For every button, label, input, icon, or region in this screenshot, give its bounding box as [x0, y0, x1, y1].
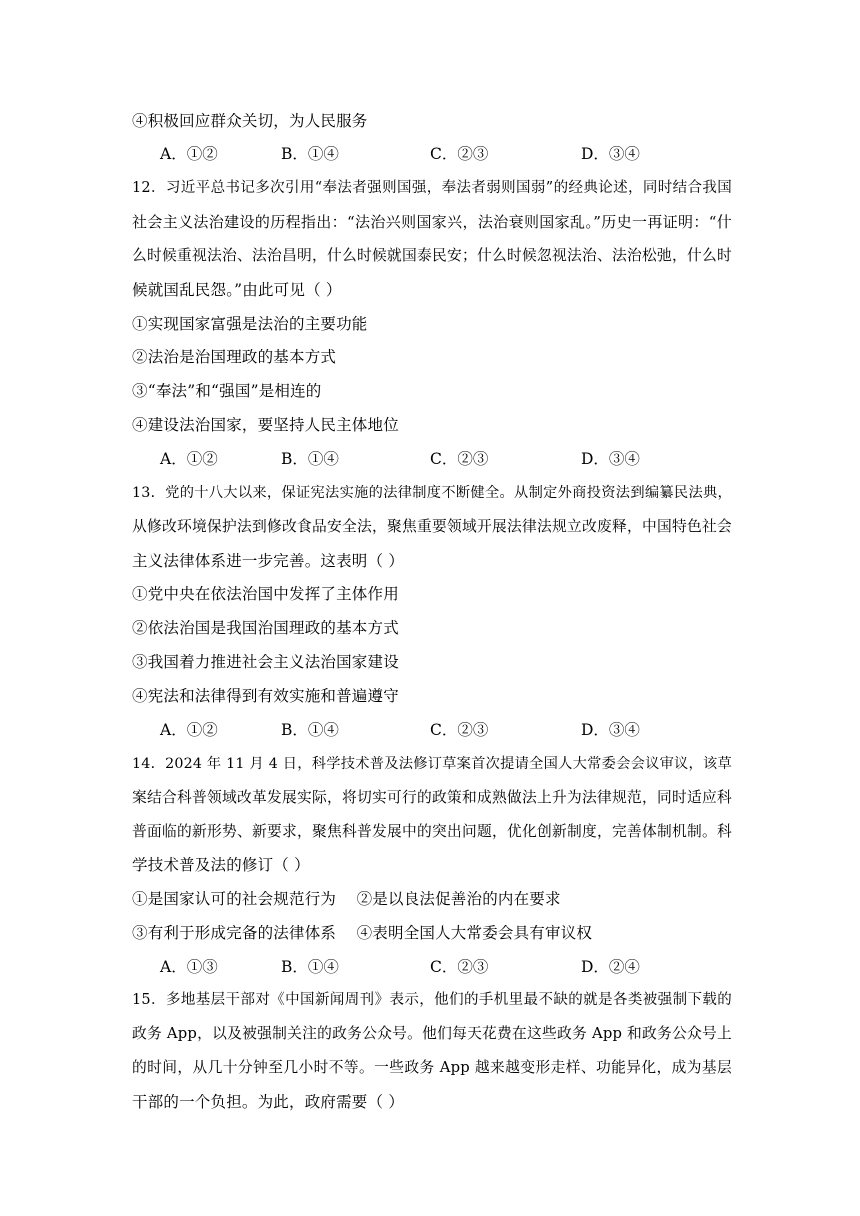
q14-option-c: C．②③ — [430, 958, 489, 976]
q12-stem-line-1: 12．习近平总书记多次引用“奉法者强则国强，奉法者弱则国弱”的经典论述，同时结合我国 — [132, 180, 732, 196]
q13-stem-line-3: 主义法律体系进一步完善。这表明（ ） — [132, 552, 405, 570]
q14-option-d: D．②④ — [581, 958, 640, 976]
q13-option-b: B．①④ — [281, 721, 339, 739]
q14-stem-line-4: 学技术普及法的修订（ ） — [132, 856, 310, 874]
q14-option-a: A．①③ — [160, 958, 218, 976]
q12-item-2: ②法治是治国理政的基本方式 — [132, 348, 337, 366]
q12-option-b: B．①④ — [281, 450, 339, 468]
q12-option-a: A．①② — [160, 450, 218, 468]
q13-item-2: ②依法治国是我国治国理政的基本方式 — [132, 619, 399, 637]
q15-stem-line-3: 的时间，从几十分钟至几小时不等。一些政务 App 越来越变形走样、功能异化，成为基层 — [132, 1059, 732, 1076]
q12-stem-line-4: 候就国乱民怨。”由此可见（ ） — [132, 281, 342, 299]
q11-option-c: C．②③ — [430, 145, 489, 163]
q12-options — [160, 448, 680, 470]
q12-option-c: C．②③ — [430, 450, 489, 468]
q14-items-row-1: ①是国家认可的社会规范行为 ②是以良法促善治的内在要求 — [132, 890, 561, 908]
q13-options — [160, 719, 680, 741]
q12-option-d: D．③④ — [581, 450, 640, 468]
q13-item-4: ④宪法和法律得到有效实施和普遍遵守 — [132, 687, 399, 705]
q14-option-b: B．①④ — [281, 958, 339, 976]
q15-stem-line-2: 政务 App，以及被强制关注的政务公众号。他们每天花费在这些政务 App 和政务公众号上 — [132, 1025, 732, 1042]
q11-option-a: A．①② — [160, 145, 218, 163]
q14-stem-line-2: 案结合科普领域改革发展实际，将切实可行的政策和成熟做法上升为法律规范，同时适应科 — [132, 789, 732, 806]
q13-option-d: D．③④ — [581, 721, 640, 739]
q14-options — [160, 956, 680, 978]
q14-stem-line-3: 普面临的新形势、新要求，聚焦科普发展中的突出问题，优化创新制度，完善体制机制。科 — [132, 823, 732, 840]
q12-item-3: ③“奉法”和“强国”是相连的 — [132, 382, 322, 400]
q13-option-a: A．①② — [160, 721, 218, 739]
q11-item-4: ④积极回应群众关切，为人民服务 — [132, 112, 368, 130]
q12-item-4: ④建设法治国家，要坚持人民主体地位 — [132, 416, 399, 434]
q15-stem-line-1: 15．多地基层干部对《中国新闻周刊》表示，他们的手机里最不缺的就是各类被强制下载的 — [132, 992, 732, 1008]
q13-stem-line-2: 从修改环境保护法到修改食品安全法，聚焦重要领域开展法律法规立改废释，中国特色社会 — [132, 518, 732, 535]
q12-item-1: ①实现国家富强是法治的主要功能 — [132, 315, 368, 333]
q12-stem-line-2: 社会主义法治建设的历程指出：“法治兴则国家兴，法治衰则国家乱。”历史一再证明：“什 — [132, 213, 732, 231]
q13-option-c: C．②③ — [430, 721, 489, 739]
q14-items-row-2: ③有利于形成完备的法律体系 ④表明全国人大常委会具有审议权 — [132, 924, 593, 942]
q11-options — [160, 143, 680, 165]
q14-stem-line-1: 14．2024 年 11 月 4 日，科学技术普及法修订草案首次提请全国人大常委会会议审议，该草 — [132, 756, 732, 772]
q11-option-d: D．③④ — [581, 145, 640, 163]
q13-stem-line-1: 13．党的十八大以来，保证宪法实施的法律制度不断健全。从制定外商投资法到编纂民法典， — [132, 485, 732, 501]
q15-stem-line-4: 干部的一个负担。为此，政府需要（ ） — [132, 1093, 405, 1111]
q11-option-b: B．①④ — [281, 145, 339, 163]
q13-item-1: ①党中央在依法治国中发挥了主体作用 — [132, 585, 399, 603]
q13-item-3: ③我国着力推进社会主义法治国家建设 — [132, 653, 399, 671]
q12-stem-line-3: 么时候重视法治、法治昌明，什么时候就国泰民安；什么时候忽视法治、法治松弛，什么时 — [132, 247, 732, 264]
